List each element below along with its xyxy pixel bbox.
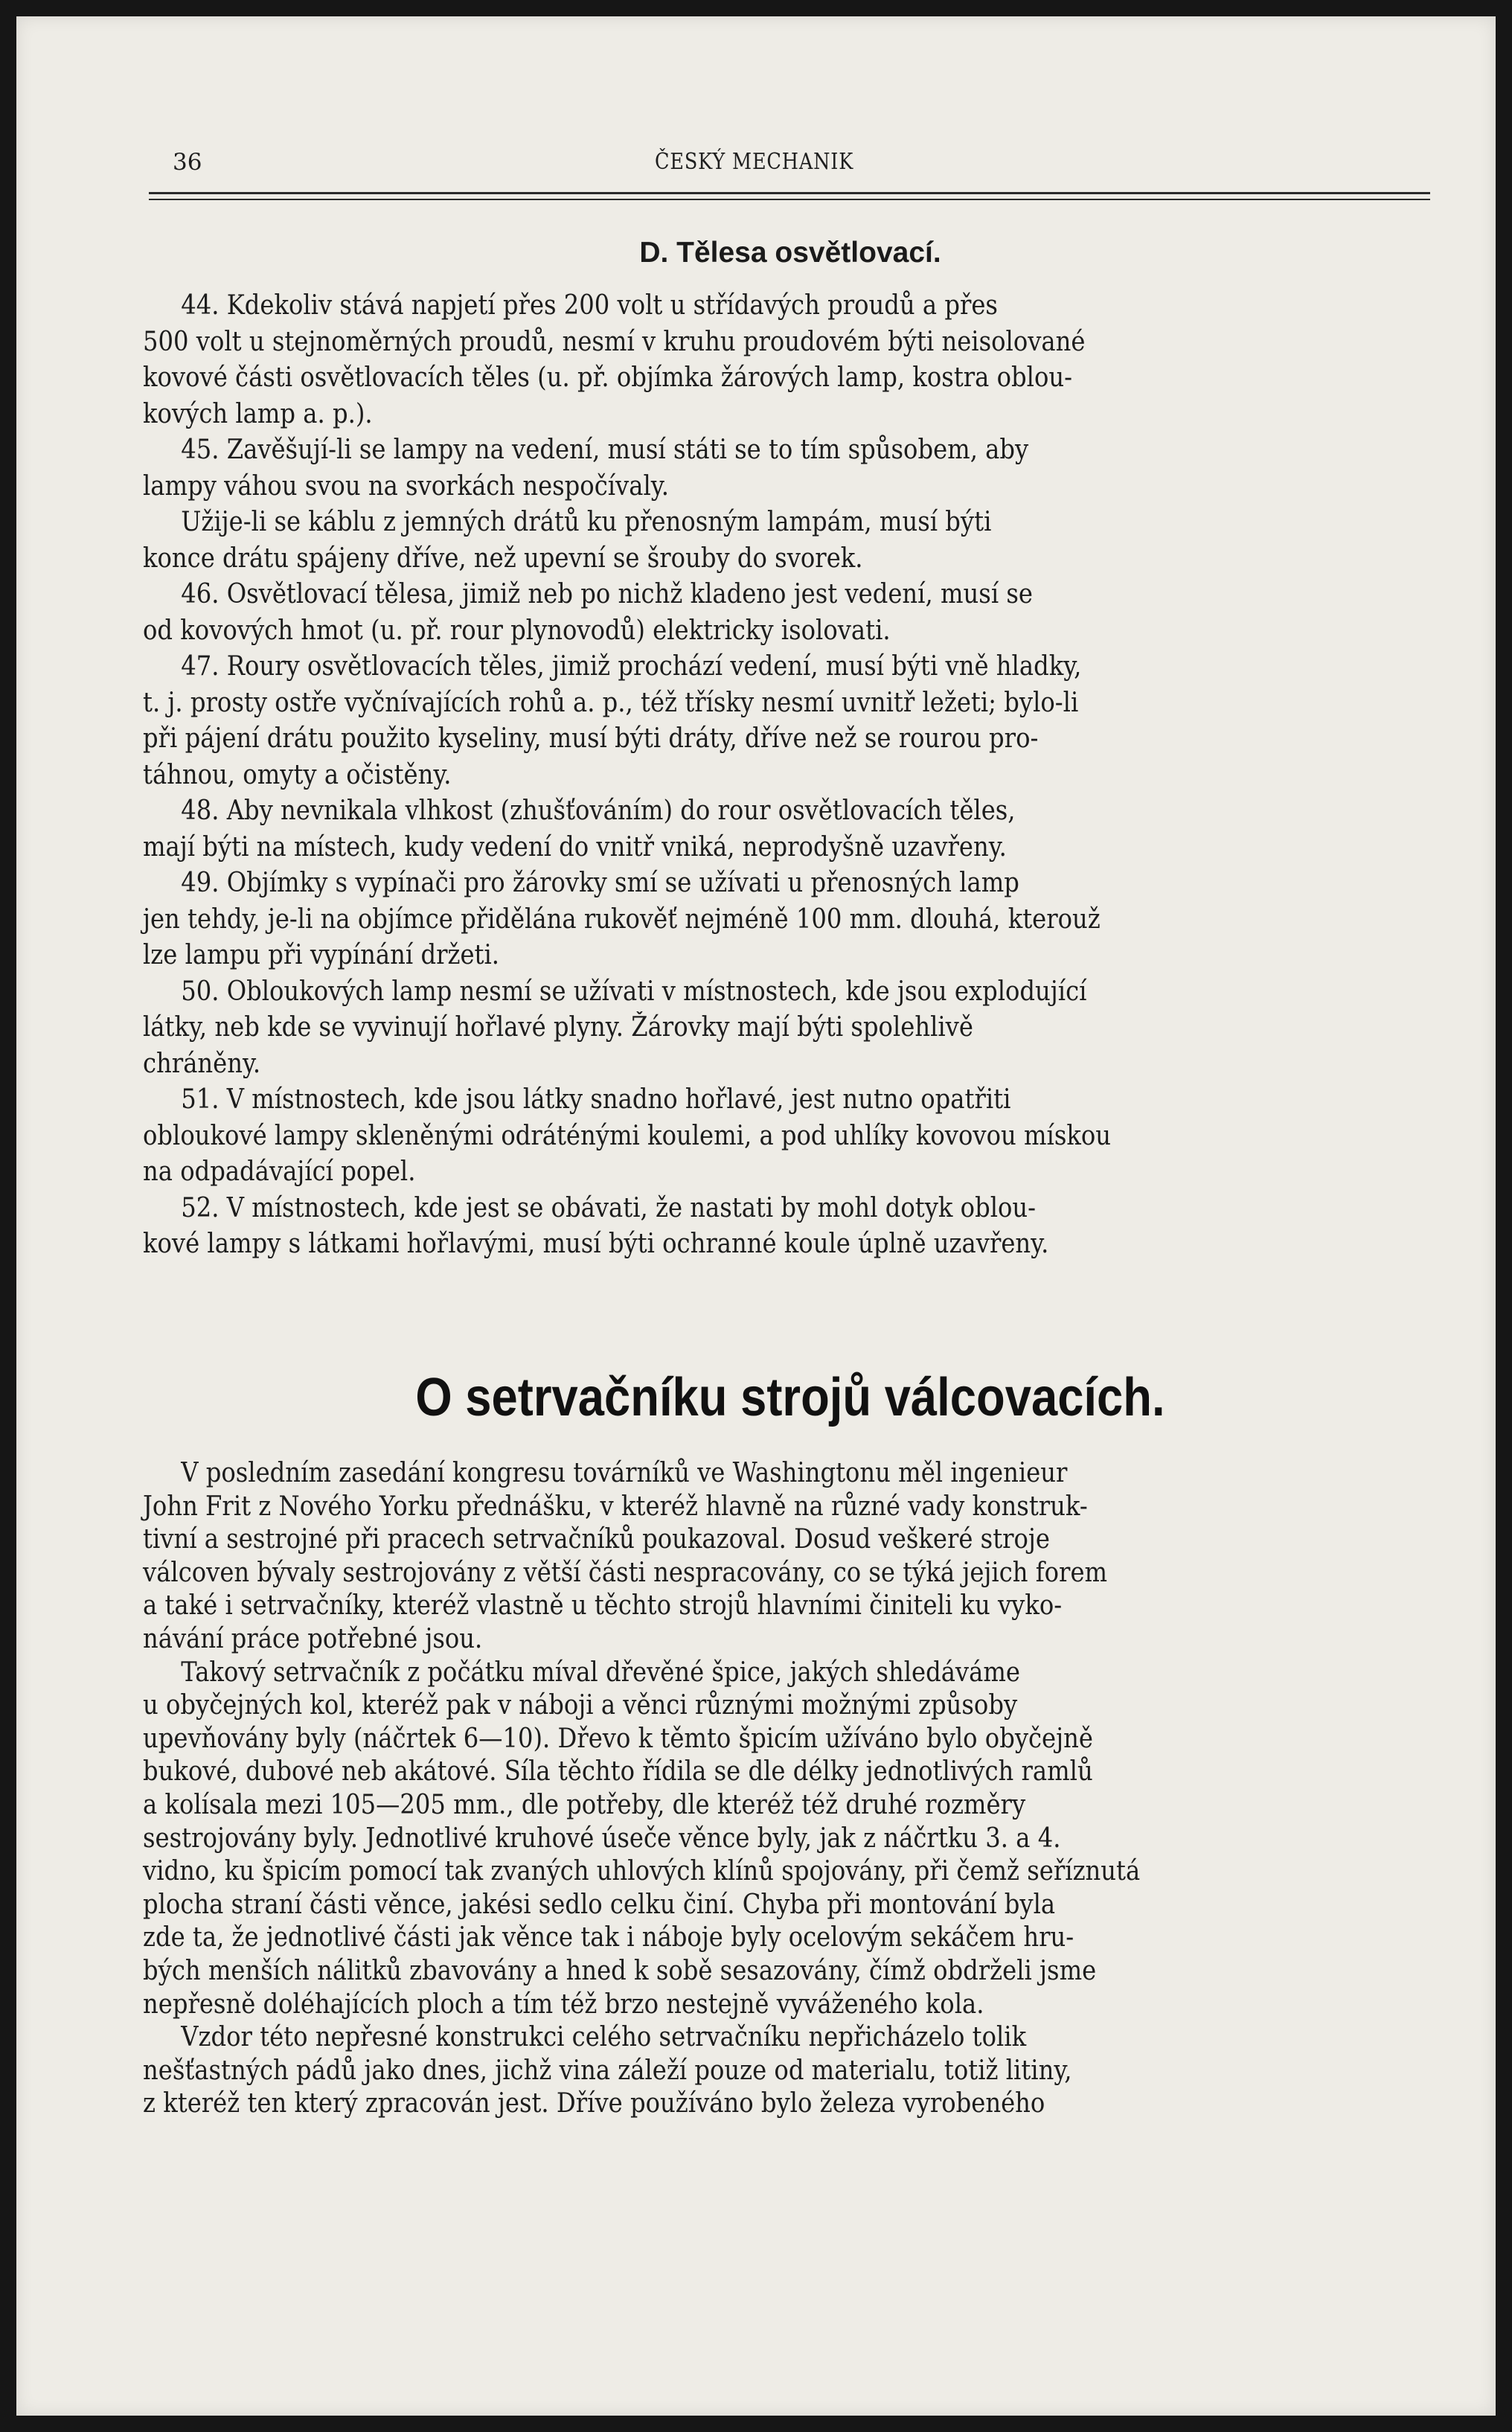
text-line: bukové, dubové neb akátové. Síla těchto řídila se dle délky jednotlivých ramlů bbox=[143, 1756, 1093, 1788]
text-line: kovové části osvětlovacích těles (u. př. objímka žárových lamp, kostra oblou- bbox=[143, 362, 1072, 393]
text-line: plocha straní části věnce, jakési sedlo celku činí. Chyba při montování byla bbox=[143, 1889, 1056, 1920]
text-line: tivní a sestrojné při pracech setrvačníků poukazoval. Dosud veškeré stroje bbox=[143, 1524, 1051, 1555]
text-line: t. j. prosty ostře vyčnívajících rohů a. p., též třísky nesmí uvnitř ležeti; bylo-li bbox=[143, 687, 1079, 718]
text-line: 49. Objímky s vypínači pro žárovky smí se užívati u přenosných lamp bbox=[143, 868, 1019, 898]
article-title: O setrvačníku strojů válcovacích. bbox=[415, 1368, 1165, 1427]
text-line: upevňovány byly (náčrtek 6—10). Dřevo k těmto špicím užíváno bylo obyčejně bbox=[143, 1723, 1093, 1754]
text-line: V posledním zasedání kongresu továrníků ve Washingtonu měl ingenieur bbox=[143, 1458, 1068, 1488]
text-line: Takový setrvačník z počátku míval dřevěné špice, jakých shledáváme bbox=[143, 1657, 1020, 1688]
text-line: při pájení drátu použito kyseliny, musí býti dráty, dříve než se rourou pro- bbox=[143, 723, 1039, 754]
text-line: a kolísala mezi 105—205 mm., dle potřeby, dle kteréž též druhé rozměry bbox=[143, 1789, 1026, 1820]
text-line: 500 volt u stejnoměrných proudů, nesmí v kruhu proudovém býti neisolované bbox=[143, 326, 1086, 357]
text-line: vidno, ku špicím pomocí tak zvaných uhlových klínů spojovány, při čemž seříznutá bbox=[143, 1856, 1141, 1887]
text-line: jen tehdy, je-li na objímce přidělána rukověť nejméně 100 mm. dlouhá, kterouž bbox=[143, 903, 1101, 935]
page-number: 36 bbox=[173, 149, 202, 176]
header-rule-secondary bbox=[149, 199, 1430, 200]
text-line: obloukové lampy skleněnými odráténými koulemi, a pod uhlíky kovovou mískou bbox=[143, 1120, 1112, 1151]
text-line: 44. Kdekoliv stává napjetí přes 200 volt u střídavých proudů a přes bbox=[143, 290, 998, 321]
text-line: válcoven bývaly sestrojovány z větší části nespracovány, co se týká jejich forem bbox=[143, 1557, 1108, 1588]
text-line: nešťastných pádů jako dnes, jichž vina záleží pouze od materialu, totiž litiny, bbox=[143, 2055, 1072, 2086]
text-line: John Frit z Nového Yorku přednášku, v kteréž hlavně na různé vady konstruk- bbox=[143, 1491, 1088, 1522]
text-line: 48. Aby nevnikala vlhkost (zhušťováním) do rour osvětlovacích těles, bbox=[143, 796, 1016, 826]
section-heading: D. Tělesa osvětlovací. bbox=[639, 237, 941, 269]
text-line: Užije-li se káblu z jemných drátů ku přenosným lampám, musí býti bbox=[143, 507, 992, 537]
text-line: z kteréž ten který zpracován jest. Dříve používáno bylo železa vyrobeného bbox=[143, 2088, 1045, 2119]
text-line: zde ta, že jednotlivé části jak věnce tak i náboje byly ocelovým sekáčem hru- bbox=[143, 1922, 1074, 1953]
text-line: 52. V místnostech, kde jest se obávati, že nastati by mohl dotyk oblou- bbox=[143, 1192, 1037, 1223]
document-page bbox=[16, 16, 1496, 2416]
text-line: návání práce potřebné jsou. bbox=[143, 1623, 483, 1654]
text-line: lze lampu při vypínání držeti. bbox=[143, 940, 500, 970]
text-line: 50. Obloukových lamp nesmí se užívati v místnostech, kde jsou explodující bbox=[143, 976, 1087, 1007]
text-line: látky, neb kde se vyvinují hořlavé plyny. Žárovky mají býti spolehlivě bbox=[143, 1012, 973, 1043]
text-line: od kovových hmot (u. př. rour plynovodů) elektricky isolovati. bbox=[143, 615, 891, 646]
header-rule bbox=[149, 192, 1430, 194]
text-line: 45. Zavěšují-li se lampy na vedení, musí státi se to tím spůsobem, aby bbox=[143, 435, 1029, 465]
text-line: 47. Roury osvětlovacích těles, jimiž prochází vedení, musí býti vně hladky, bbox=[143, 651, 1082, 682]
running-title: ČESKÝ MECHANIK bbox=[655, 149, 854, 175]
page-header bbox=[141, 141, 1436, 179]
text-line: na odpadávající popel. bbox=[143, 1156, 416, 1187]
text-line: bých menších nálitků zbavovány a hned k sobě sesazovány, čímž obdrželi jsme bbox=[143, 1955, 1097, 1986]
article-body bbox=[143, 1457, 1438, 2121]
text-line: sestrojovány byly. Jednotlivé kruhové úseče věnce byly, jak z náčrtku 3. a 4. bbox=[143, 1823, 1061, 1854]
text-line: 51. V místnostech, kde jsou látky snadno hořlavé, jest nutno opatřiti bbox=[143, 1084, 1011, 1115]
text-line: mají býti na místech, kudy vedení do vnitř vniká, neprodyšně uzavřeny. bbox=[143, 831, 1007, 863]
text-line: chráněny. bbox=[143, 1048, 261, 1079]
section-body bbox=[143, 288, 1438, 1263]
text-line: a také i setrvačníky, kteréž vlastně u těchto strojů hlavními činiteli ku vyko- bbox=[143, 1590, 1063, 1622]
text-line: u obyčejných kol, kteréž pak v náboji a věnci různými možnými způsoby bbox=[143, 1690, 1018, 1721]
text-line: 46. Osvětlovací tělesa, jimiž neb po nichž kladeno jest vedení, musí se bbox=[143, 579, 1033, 609]
text-line: táhnou, omyty a očistěny. bbox=[143, 759, 452, 790]
text-line: nepřesně doléhajících ploch a tím též brzo nestejně vyváženého kola. bbox=[143, 1988, 984, 2020]
text-line: konce drátu spájeny dříve, než upevní se šrouby do svorek. bbox=[143, 543, 863, 574]
text-line: kové lampy s látkami hořlavými, musí býti ochranné koule úplně uzavřeny. bbox=[143, 1229, 1049, 1259]
text-line: Vzdor této nepřesné konstrukci celého setrvačníku nepřicházelo tolik bbox=[143, 2022, 1027, 2053]
text-line: kových lamp a. p.). bbox=[143, 398, 373, 429]
text-line: lampy váhou svou na svorkách nespočívaly. bbox=[143, 470, 669, 502]
